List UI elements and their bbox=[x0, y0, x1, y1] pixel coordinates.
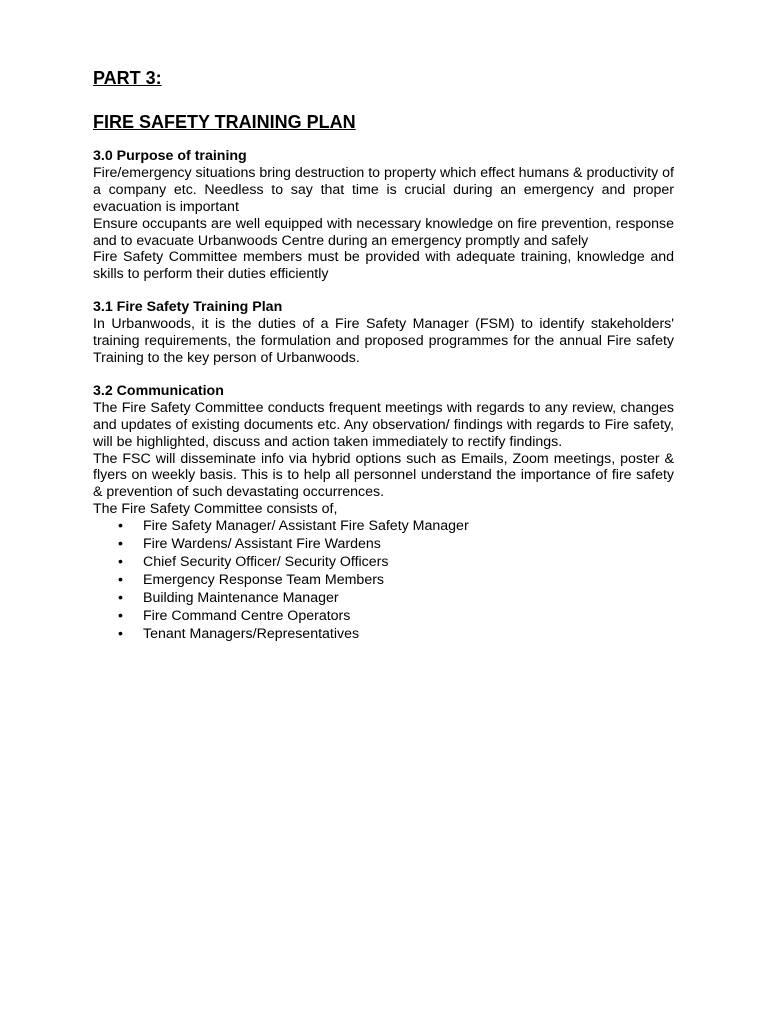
bullet-icon: • bbox=[118, 571, 123, 588]
bullet-icon: • bbox=[118, 553, 123, 570]
bullet-icon: • bbox=[118, 625, 123, 642]
paragraph: Ensure occupants are well equipped with necessary knowledge on fire prevention, response and to evacuate Urbanwoods Centre during an emergency promptly and safely bbox=[93, 215, 674, 249]
section-heading: 3.1 Fire Safety Training Plan bbox=[93, 299, 283, 316]
paragraph: Fire Safety Committee members must be provided with adequate training, knowledge and skills to perform their duties efficiently bbox=[93, 249, 674, 283]
list-item bbox=[93, 590, 674, 608]
list-item bbox=[93, 626, 674, 644]
list-item bbox=[93, 554, 674, 572]
bullet-icon: • bbox=[118, 536, 123, 553]
list-item-text: Chief Security Officer/ Security Officers bbox=[143, 553, 389, 570]
section-heading: 3.0 Purpose of training bbox=[93, 148, 247, 164]
list-item-text: Fire Command Centre Operators bbox=[143, 607, 351, 624]
list-item-text: Building Maintenance Manager bbox=[143, 589, 339, 606]
committee-list bbox=[93, 518, 674, 643]
bullet-icon: • bbox=[118, 518, 123, 535]
section-training-plan bbox=[93, 299, 674, 367]
paragraph: The Fire Safety Committee conducts frequent meetings with regards to any review, changes and updates of existing documents etc. Any observation/ findings with regards to Fire safety, will be highlighted, discuss and action taken immediately to rectify findings. bbox=[93, 399, 674, 450]
document-title: FIRE SAFETY TRAINING PLAN bbox=[93, 112, 356, 132]
paragraph: The Fire Safety Committee consists of, bbox=[93, 501, 338, 518]
part-heading: PART 3: bbox=[93, 68, 162, 88]
section-heading: 3.2 Communication bbox=[93, 382, 224, 399]
bullet-icon: • bbox=[118, 607, 123, 624]
list-item bbox=[93, 572, 674, 590]
section-communication bbox=[93, 383, 674, 644]
list-item-text: Fire Safety Manager/ Assistant Fire Safety Manager bbox=[143, 518, 469, 535]
list-item-text: Emergency Response Team Members bbox=[143, 571, 385, 588]
bullet-icon: • bbox=[118, 589, 123, 606]
list-item-text: Tenant Managers/Representatives bbox=[143, 625, 360, 642]
list-item bbox=[93, 608, 674, 626]
paragraph: The FSC will disseminate info via hybrid options such as Emails, Zoom meetings, poster & flyers on weekly basis. This is to help all personnel understand the importance of fire safety & prevention of such devastating occurrences. bbox=[93, 450, 674, 501]
list-item-text: Fire Wardens/ Assistant Fire Wardens bbox=[143, 536, 381, 553]
document-page bbox=[93, 66, 674, 643]
list-item bbox=[93, 518, 674, 536]
list-item bbox=[93, 536, 674, 554]
paragraph: In Urbanwoods, it is the duties of a Fire Safety Manager (FSM) to identify stakeholders' training requirements, the formulation and proposed programmes for the annual Fire safety Training to the key person of Urbanwoods. bbox=[93, 316, 674, 366]
section-purpose bbox=[93, 148, 674, 283]
paragraph: Fire/emergency situations bring destruction to property which effect humans & productivity of a company etc. Needless to say that time is crucial during an emergency and proper evacuation is important bbox=[93, 164, 674, 215]
